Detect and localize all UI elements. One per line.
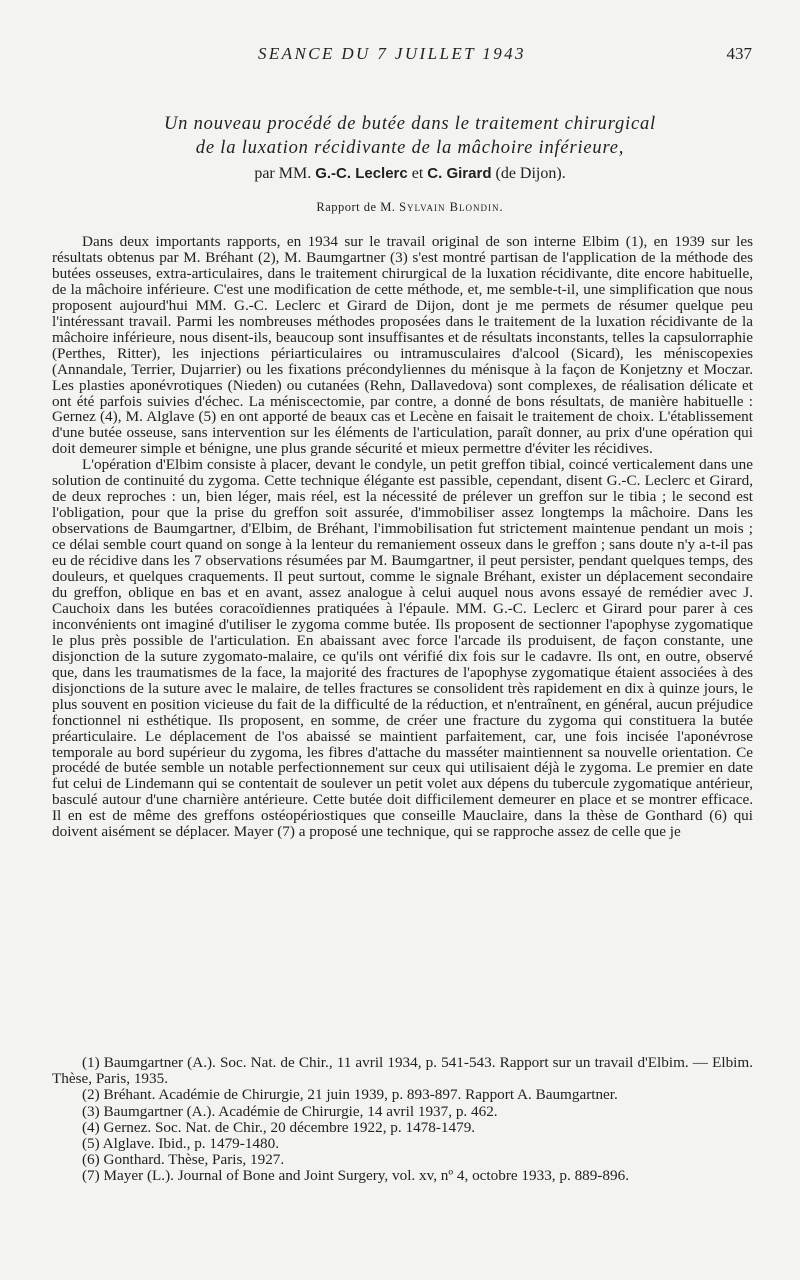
authors-line bbox=[60, 162, 760, 186]
report-prefix: Rapport de M. bbox=[316, 200, 396, 214]
page-number: 437 bbox=[726, 44, 752, 63]
and-label: et bbox=[411, 165, 424, 182]
body-paragraph-2: L'opération d'Elbim consiste à placer, devant le condyle, un petit greffon tibial, coincé verticalement dans une solution de continuité du zygoma. Cette technique élégante est passible, cependant, disent G.-C. Leclerc et Girard, de deux reproches : un, bien léger, mais réel, est la nécessité de prélever un greffon sur le tibia ; le second est l'obligation, pour que la prise du greffon soit assurée, d'immobiliser assez longtemps la mâchoire. Dans les observations de Baumgartner, d'Elbim, de Bréhant, l'immobilisation fut strictement maintenue pendant un mois ; ce délai semble court quand on songe à la lenteur du remaniement osseux dans le greffon ; sans doute n'y a-t-il pas eu de récidive dans les 7 observations résumées par M. Baumgartner, il peut persister, pendant quelques temps, des douleurs, et quelques craquements. Il peut surtout, comme le signale Bréhant, exister un déplacement secondaire du greffon, oblique en bas et en avant, assez analogue à celui auquel nous avons essayé de remédier avec J. Cauchoix dans les butées coracoïdiennes pratiquées à l'épaule. MM. G.-C. Leclerc et Girard pour parer à ces inconvénients ont imaginé d'utiliser le zygoma comme butée. Ils proposent de sectionner l'apophyse zygomatique le plus près possible de l'articulation. En abaissant avec force l'arcade ils produisent, de façon constante, une disjonction de la suture zygomato-malaire, ce qu'ils ont vérifié dix fois sur le cadavre. Ils ont, en outre, observé que, dans les traumatismes de la face, la majorité des fractures de l'apophyse zygomatique étaient associées à des disjonctions de la suture avec le malaire, de telles fractures se consolident très rapidement en dix à quinze jours, le plus souvent en position vicieuse du fait de la difficulté de la réduction, et n'entraînent, en général, aucun préjudice fonctionnel ni esthétique. Ils proposent, en somme, de créer une fracture du zygoma qui constituera la butée préarticulaire. Le déplacement de l'os abaissé se maintient parfaitement, car, une fois incisée l'aponévrose temporale au bord supérieur du zygoma, les fibres d'attache du masséter maintiennent sa nouvelle orientation. Ce procédé de butée semble un notable perfectionnement sur ceux qui utilisaient déjà le zygoma. Le premier en date fut celui de Lindemann qui se contentait de soulever un petit volet aux dépens du tubercule zygomatique antérieur, basculé autour d'une charnière antérieure. Cette butée doit difficilement demeurer en place et se montrer efficace. Il en est de même des greffons ostéopériostiques que conseille Mauclaire, dans la thèse de Gonthard (6) qui doivent aisément se déplacer. Mayer (7) a proposé une technique, qui se rapproche assez de celle que je bbox=[52, 456, 753, 841]
article-title-line-2: de la luxation récidivante de la mâchoire inférieure, bbox=[195, 138, 625, 158]
article-title-line-1: Un nouveau procédé de butée dans le traitement chirurgical bbox=[164, 114, 656, 134]
footnote-5: (5) Alglave. Ibid., p. 1479-1480. bbox=[82, 1135, 279, 1153]
by-label: par MM. bbox=[254, 165, 312, 182]
report-author: Sylvain Blondin. bbox=[399, 200, 504, 214]
article-title-block bbox=[60, 112, 760, 215]
footnotes bbox=[52, 1055, 753, 1185]
footnote-7: (7) Mayer (L.). Journal of Bone and Joint Surgery, vol. xv, nº 4, octobre 1933, p. 889-896. bbox=[82, 1167, 630, 1185]
body-paragraph-1: Dans deux importants rapports, en 1934 sur le travail original de son interne Elbim (1), en 1939 sur les résultats obtenus par M. Bréhant (2), M. Baumgartner (3) s'est montré partisan de l'application de la méthode des butées osseuses, extra-articulaires, dans le traitement chirurgical de la luxation récidivante, dite encore habituelle, de la mâchoire inférieure. C'est une modification de cette méthode, et, me semble-t-il, une simplification que nous proposent aujourd'hui MM. G.-C. Leclerc et Girard de Dijon, dont je me permets de résumer quelque peu l'intéressant travail. Parmi les nombreuses méthodes proposées dans le traitement de la luxation récidivante de la mâchoire inférieure, nous disent-ils, beaucoup sont insuffisantes et de résultats inconstants, telles la capsulorraphie (Perthes, Ritter), les injections périarticulaires ou intramusculaires d'alcool (Sicard), les méniscopexies (Annandale, Terrier, Dujarrier) ou les fixations précondyliennes du ménisque à la façon de Konjetzny et Moczar. Les plasties aponévrotiques (Nieden) ou cutanées (Rehn, Dallavedova) sont complexes, de réalisation délicate et ont été parfois suivies d'échec. La méniscectomie, par contre, a donné de bons résultats, de manière habituelle : Gernez (4), M. Alglave (5) en ont apporté de beaux cas et Lecène en faisait le traitement de choix. L'établissement d'une butée osseuse, sans intervention sur les éléments de l'articulation, paraît donner, au prix d'une opération qui doit demeurer simple et bénigne, une plus grande sécurité et mieux permettre d'éviter les récidives. bbox=[52, 233, 753, 458]
page-header bbox=[0, 44, 800, 68]
author-leclerc: G.-C. Leclerc bbox=[315, 165, 408, 182]
article-body bbox=[52, 234, 753, 840]
running-head: SEANCE DU 7 JUILLET 1943 bbox=[258, 44, 526, 63]
author-girard: C. Girard bbox=[427, 165, 492, 182]
footnote-2: (2) Bréhant. Académie de Chirurgie, 21 juin 1939, p. 893-897. Rapport A. Baumgartner. bbox=[82, 1086, 618, 1104]
footnote-4: (4) Gernez. Soc. Nat. de Chir., 20 décembre 1922, p. 1478-1479. bbox=[82, 1118, 476, 1136]
footnote-1: (1) Baumgartner (A.). Soc. Nat. de Chir., 11 avril 1934, p. 541-543. Rapport sur un travail d'Elbim. — Elbim. Thèse, Paris, 1935. bbox=[52, 1054, 753, 1088]
footnote-6: (6) Gonthard. Thèse, Paris, 1927. bbox=[82, 1151, 285, 1169]
author-place: (de Dijon). bbox=[495, 165, 566, 182]
footnote-3: (3) Baumgartner (A.). Académie de Chirurgie, 14 avril 1937, p. 462. bbox=[82, 1102, 498, 1120]
report-line bbox=[60, 200, 760, 215]
